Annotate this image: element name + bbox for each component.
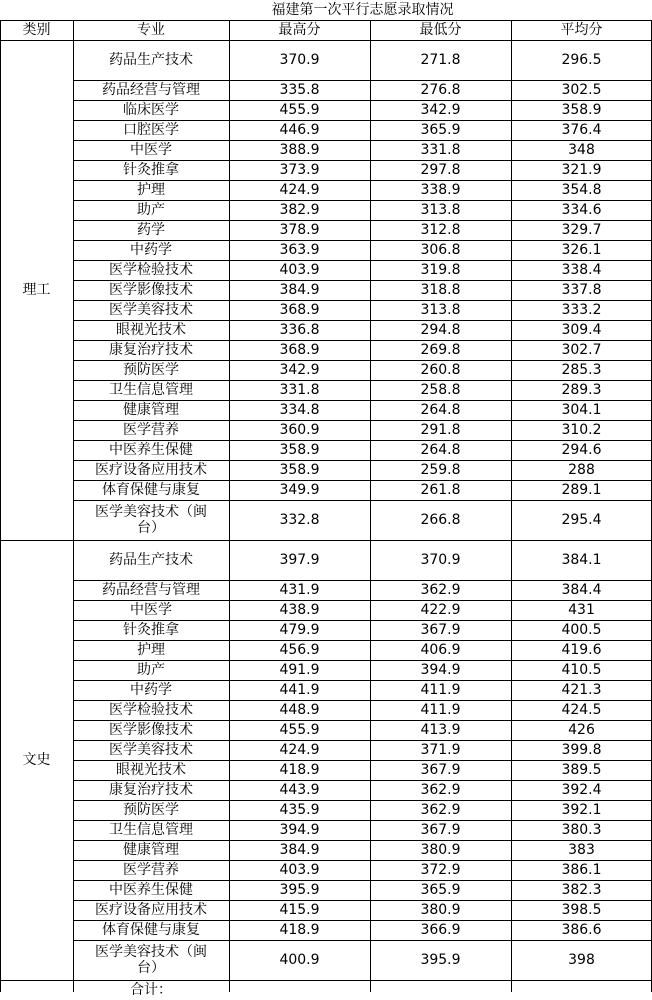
score-cell: 380.9 [420,842,461,858]
score-cell: 338.4 [561,262,602,278]
major-name-cell: 医学检验技术 [109,262,193,278]
major-name-cell: 护理 [137,642,165,658]
score-cell: 421.3 [561,682,602,698]
major-name-cell: 临床医学 [123,102,179,118]
major-name-cell: 药品经营与管理 [102,582,200,598]
score-cell: 318.8 [420,282,461,298]
score-cell: 380.9 [420,902,461,918]
score-cell: 389.5 [561,762,602,778]
score-cell: 337.8 [561,282,602,298]
score-cell: 371.9 [420,742,461,758]
score-cell: 392.1 [561,802,602,818]
score-cell: 368.9 [279,342,320,358]
major-name-cell: 针灸推拿 [123,162,179,178]
score-cell: 411.9 [420,682,461,698]
major-name-cell: 健康管理 [123,842,179,858]
major-name-cell: 预防医学 [123,362,179,378]
score-cell: 446.9 [279,122,320,138]
score-cell: 431 [568,602,595,618]
score-cell: 398.5 [561,902,602,918]
score-cell: 424.9 [279,182,320,198]
score-cell: 455.9 [279,102,320,118]
major-name-cell: 助产 [137,202,165,218]
score-cell: 395.9 [279,882,320,898]
score-cell: 378.9 [279,222,320,238]
score-cell: 326.1 [561,242,602,258]
score-cell: 370.9 [279,52,320,68]
score-cell: 367.9 [420,822,461,838]
score-cell: 426 [568,722,595,738]
category-cell: 文史 [22,752,51,768]
major-name-cell: 体育保健与康复 [102,922,200,938]
score-cell: 271.8 [420,52,461,68]
score-cell: 491.9 [279,662,320,678]
major-name-cell: 医疗设备应用技术 [95,902,207,918]
major-name-cell: 医学影像技术 [109,722,193,738]
score-cell: 397.9 [279,552,320,568]
score-cell: 373.9 [279,162,320,178]
score-cell: 296.5 [561,52,602,68]
score-cell: 312.8 [420,222,461,238]
column-header: 最高分 [278,22,321,38]
score-cell: 456.9 [279,642,320,658]
score-cell: 399.8 [561,742,602,758]
score-cell: 342.9 [279,362,320,378]
score-cell: 365.9 [420,882,461,898]
major-name-cell: 护理 [137,182,165,198]
score-cell: 258.8 [420,382,461,398]
major-name-cell: 眼视光技术 [116,322,186,338]
major-name-cell: 卫生信息管理 [109,382,193,398]
major-name-cell: 康复治疗技术 [109,782,193,798]
score-cell: 479.9 [279,622,320,638]
score-cell: 336.8 [279,322,320,338]
score-cell: 382.9 [279,202,320,218]
score-cell: 395.9 [420,952,461,968]
major-name-cell: 中药学 [130,242,172,258]
score-cell: 302.7 [561,342,602,358]
score-cell: 295.4 [561,512,602,528]
major-name-cell: 医疗设备应用技术 [95,462,207,478]
column-header: 专业 [137,22,165,38]
category-cell: 理工 [22,282,51,298]
score-cell: 384.9 [279,842,320,858]
column-header: 平均分 [560,22,603,38]
major-name-cell: 针灸推拿 [123,622,179,638]
score-cell: 349.9 [279,482,320,498]
score-cell: 313.8 [420,302,461,318]
score-cell: 294.6 [561,442,602,458]
score-cell: 342.9 [420,102,461,118]
score-cell: 358.9 [279,462,320,478]
major-name-cell: 医学营养 [123,862,179,878]
major-name-cell: 健康管理 [123,402,179,418]
grid-line [370,20,371,992]
score-cell: 365.9 [420,122,461,138]
major-name-cell: 中医学 [130,602,172,618]
score-cell: 384.1 [561,552,602,568]
score-cell: 422.9 [420,602,461,618]
score-cell: 367.9 [420,762,461,778]
grid-line [511,20,512,992]
major-name-cell: 体育保健与康复 [102,482,200,498]
score-cell: 368.9 [279,302,320,318]
score-cell: 304.1 [561,402,602,418]
score-cell: 306.8 [420,242,461,258]
score-cell: 455.9 [279,722,320,738]
score-cell: 394.9 [420,662,461,678]
score-cell: 443.9 [279,782,320,798]
major-name-cell: 助产 [137,662,165,678]
score-cell: 406.9 [420,642,461,658]
major-name-cell: 中医养生保健 [109,882,193,898]
score-cell: 435.9 [279,802,320,818]
score-cell: 319.8 [420,262,461,278]
score-cell: 269.8 [420,342,461,358]
score-cell: 394.9 [279,822,320,838]
score-cell: 424.9 [279,742,320,758]
score-cell: 418.9 [279,922,320,938]
score-cell: 348 [568,142,595,158]
major-name-cell: 中医养生保健 [109,442,193,458]
score-cell: 400.9 [279,952,320,968]
score-cell: 380.3 [561,822,602,838]
score-cell: 441.9 [279,682,320,698]
major-name-cell: 药品经营与管理 [102,82,200,98]
score-cell: 289.1 [561,482,602,498]
major-name-cell: 医学美容技术 [109,302,193,318]
sheet-title: 福建第一次平行志愿录取情况 [271,2,454,18]
score-cell: 302.5 [561,82,602,98]
score-cell: 362.9 [420,782,461,798]
major-name-cell: 医学检验技术 [109,702,193,718]
major-name-cell: 康复治疗技术 [109,342,193,358]
score-cell: 309.4 [561,322,602,338]
score-cell: 386.6 [561,922,602,938]
grid-line [229,20,230,992]
score-cell: 289.3 [561,382,602,398]
score-cell: 438.9 [279,602,320,618]
major-name-cell: 卫生信息管理 [109,822,193,838]
score-cell: 384.4 [561,582,602,598]
major-name-cell: 医学美容技术（闽台） [95,504,207,536]
score-cell: 333.2 [561,302,602,318]
score-cell: 370.9 [420,552,461,568]
score-cell: 260.8 [420,362,461,378]
score-cell: 400.5 [561,622,602,638]
score-cell: 264.8 [420,402,461,418]
score-cell: 419.6 [561,642,602,658]
score-cell: 418.9 [279,762,320,778]
major-name-cell: 医学美容技术（闽台） [95,944,207,976]
score-cell: 360.9 [279,422,320,438]
score-cell: 383 [568,842,595,858]
score-cell: 384.9 [279,282,320,298]
score-cell: 411.9 [420,702,461,718]
score-cell: 259.8 [420,462,461,478]
score-cell: 331.8 [420,142,461,158]
major-name-cell: 预防医学 [123,802,179,818]
score-cell: 321.9 [561,162,602,178]
score-cell: 424.5 [561,702,602,718]
score-cell: 362.9 [420,582,461,598]
score-cell: 331.8 [279,382,320,398]
score-cell: 329.7 [561,222,602,238]
score-cell: 297.8 [420,162,461,178]
score-cell: 403.9 [279,862,320,878]
score-cell: 413.9 [420,722,461,738]
major-name-cell: 药品生产技术 [109,552,193,568]
score-cell: 334.6 [561,202,602,218]
column-header: 类别 [22,22,51,38]
total-label: 合计： [130,982,172,998]
major-name-cell: 口腔医学 [123,122,179,138]
score-cell: 313.8 [420,202,461,218]
score-cell: 261.8 [420,482,461,498]
score-cell: 388.9 [279,142,320,158]
grid-line [73,20,74,992]
score-cell: 294.8 [420,322,461,338]
score-cell: 382.3 [561,882,602,898]
major-name-cell: 药品生产技术 [109,52,193,68]
score-cell: 285.3 [561,362,602,378]
major-name-cell: 眼视光技术 [116,762,186,778]
score-cell: 358.9 [561,102,602,118]
score-cell: 332.8 [279,512,320,528]
score-cell: 264.8 [420,442,461,458]
major-name-cell: 药学 [137,222,165,238]
score-cell: 335.8 [279,82,320,98]
major-name-cell: 医学营养 [123,422,179,438]
score-cell: 310.2 [561,422,602,438]
score-cell: 372.9 [420,862,461,878]
grid-line [0,980,73,981]
score-cell: 291.8 [420,422,461,438]
score-cell: 386.1 [561,862,602,878]
score-cell: 410.5 [561,662,602,678]
score-cell: 415.9 [279,902,320,918]
major-name-cell: 中医学 [130,142,172,158]
score-cell: 403.9 [279,262,320,278]
score-cell: 366.9 [420,922,461,938]
score-cell: 392.4 [561,782,602,798]
score-cell: 376.4 [561,122,602,138]
score-cell: 266.8 [420,512,461,528]
score-cell: 334.8 [279,402,320,418]
score-cell: 362.9 [420,802,461,818]
score-cell: 448.9 [279,702,320,718]
major-name-cell: 医学美容技术 [109,742,193,758]
score-cell: 358.9 [279,442,320,458]
column-header: 最低分 [419,22,462,38]
grid-line [0,20,652,21]
grid-line [0,20,1,992]
major-name-cell: 中药学 [130,682,172,698]
major-name-cell: 医学影像技术 [109,282,193,298]
score-cell: 288 [568,462,595,478]
score-cell: 363.9 [279,242,320,258]
score-cell: 367.9 [420,622,461,638]
score-cell: 276.8 [420,82,461,98]
score-cell: 398 [568,952,595,968]
score-cell: 354.8 [561,182,602,198]
score-cell: 431.9 [279,582,320,598]
score-cell: 338.9 [420,182,461,198]
